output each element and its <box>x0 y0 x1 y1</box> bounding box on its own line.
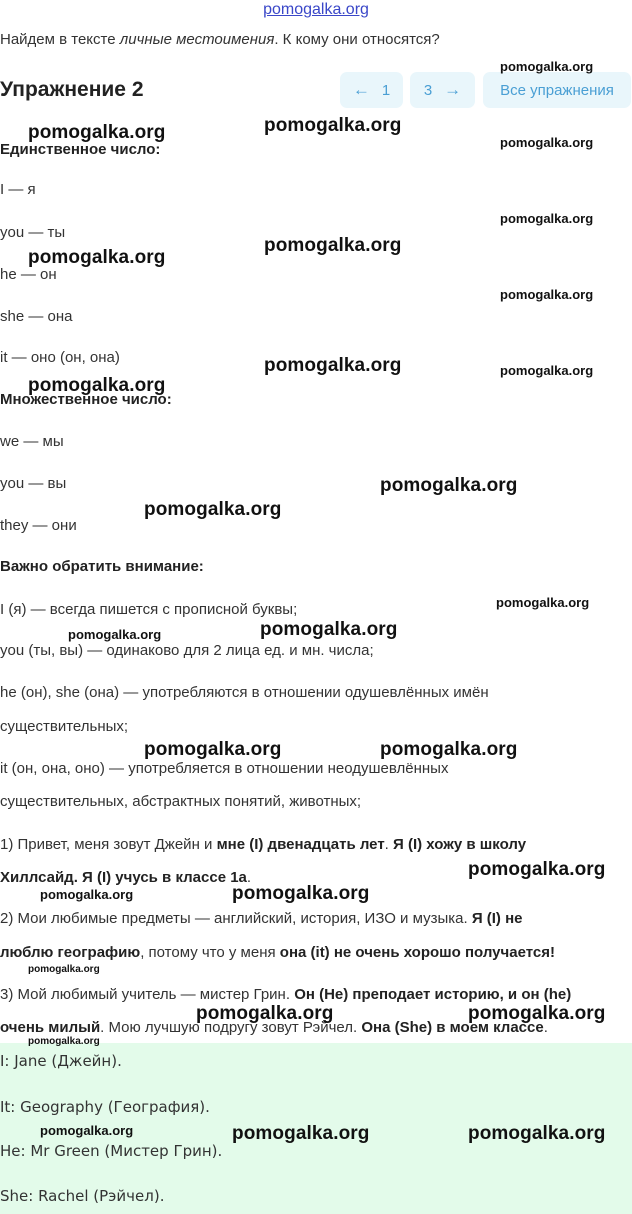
watermark: pomogalka.org <box>144 739 282 760</box>
answer-line: He: Mr Green (Мистер Грин). <box>0 1142 223 1160</box>
notes-heading: Важно обратить внимание: <box>0 558 204 575</box>
watermark: pomogalka.org <box>500 211 594 226</box>
text-span: . Мою лучшую подругу зовут Рэйчел. <box>100 1019 362 1036</box>
text-paragraph-2-line-2 <box>0 944 555 961</box>
watermark: pomogalka.org <box>196 1003 334 1024</box>
highlight-span: Я (I) хожу в школу <box>393 836 527 853</box>
singular-heading: Единственное число: <box>0 141 161 158</box>
text-paragraph-2-line-1 <box>0 910 523 927</box>
all-exercises-label: Все упражнения <box>500 81 614 99</box>
list-item: he — он <box>0 266 57 283</box>
watermark: pomogalka.org <box>28 122 166 143</box>
note-line: I (я) — всегда пишется с прописной буквы; <box>0 601 298 618</box>
all-exercises-button[interactable] <box>483 72 631 108</box>
watermark: pomogalka.org <box>500 135 594 150</box>
text-paragraph-1-line-2 <box>0 869 251 886</box>
next-exercise-button[interactable] <box>410 72 475 108</box>
watermark-top-link[interactable]: pomogalka.org <box>263 1 369 18</box>
watermark: pomogalka.org <box>40 887 134 902</box>
watermark: pomogalka.org <box>380 475 518 496</box>
watermark: pomogalka.org <box>232 883 370 904</box>
text-paragraph-1-line-1 <box>0 836 526 853</box>
text-span: 1) Привет, меня зовут Джейн и <box>0 836 217 853</box>
watermark: pomogalka.org <box>468 859 606 880</box>
watermark: pomogalka.org <box>28 1036 100 1047</box>
text-span: . <box>384 836 394 853</box>
list-item: we — мы <box>0 433 64 450</box>
prev-exercise-button[interactable] <box>340 72 403 108</box>
note-line: he (он), she (она) — употребляются в отношении одушевлённых имён <box>0 684 489 701</box>
list-item: they — они <box>0 517 77 534</box>
watermark: pomogalka.org <box>40 1123 134 1138</box>
list-item: you — ты <box>0 224 66 241</box>
highlight-span: она (it) не очень хорошо получается! <box>279 944 555 961</box>
watermark: pomogalka.org <box>260 619 398 640</box>
list-item: you — вы <box>0 475 67 492</box>
watermark: pomogalka.org <box>500 287 594 302</box>
highlight-span: Я (I) не <box>471 910 523 927</box>
watermark: pomogalka.org <box>232 1123 370 1144</box>
answer-line: She: Rachel (Рэйчел). <box>0 1187 165 1205</box>
highlight-span: Она (She) в моем классе <box>361 1019 544 1036</box>
text-span: . <box>543 1019 548 1036</box>
highlight-span: Он (He) преподает историю, и он (he) <box>294 986 572 1003</box>
highlight-span: люблю географию <box>0 944 141 961</box>
watermark: pomogalka.org <box>380 739 518 760</box>
watermark: pomogalka.org <box>28 964 100 975</box>
text-paragraph-3-line-1 <box>0 986 571 1003</box>
text-span: , потому что у меня <box>140 944 280 961</box>
note-line: it (он, она, оно) — употребляется в отношении неодушевлённых <box>0 760 449 777</box>
list-item: I — я <box>0 181 36 198</box>
next-exercise-label: 3 <box>423 81 433 99</box>
highlight-span: очень милый <box>0 1019 101 1036</box>
arrow-left-icon: ← <box>352 80 370 99</box>
watermark: pomogalka.org <box>28 247 166 268</box>
answer-line: I: Jane (Джейн). <box>0 1052 122 1070</box>
list-item: she — она <box>0 308 73 325</box>
intro-text: Найдем в тексте <box>0 31 120 48</box>
note-line: существительных, абстрактных понятий, животных; <box>0 793 362 810</box>
intro-text-end: . К кому они относятся? <box>274 31 440 48</box>
text-span: 2) Мои любимые предметы — английский, история, ИЗО и музыка. <box>0 910 472 927</box>
answer-line: It: Geography (География). <box>0 1098 210 1116</box>
arrow-right-icon: → <box>444 80 462 99</box>
watermark: pomogalka.org <box>496 595 590 610</box>
plural-heading: Множественное число: <box>0 391 172 408</box>
watermark: pomogalka.org <box>500 363 594 378</box>
watermark: pomogalka.org <box>28 375 166 396</box>
highlight-span: мне (I) двенадцать лет <box>216 836 385 853</box>
intro-emphasis: личные местоимения <box>119 31 275 48</box>
watermark: pomogalka.org <box>500 59 594 74</box>
note-line: you (ты, вы) — одинаково для 2 лица ед. и мн. числа; <box>0 642 374 659</box>
watermark: pomogalka.org <box>264 355 402 376</box>
task-intro <box>0 31 440 48</box>
watermark: pomogalka.org <box>264 115 402 136</box>
watermark: pomogalka.org <box>468 1003 606 1024</box>
watermark: pomogalka.org <box>264 235 402 256</box>
highlight-span: Хиллсайд. Я (I) учусь в классе 1a <box>0 869 247 886</box>
watermark: pomogalka.org <box>68 627 162 642</box>
text-span: . <box>246 869 252 886</box>
prev-exercise-label: 1 <box>381 81 391 99</box>
note-line: существительных; <box>0 718 129 735</box>
exercise-title: Упражнение 2 <box>0 78 144 101</box>
list-item: it — оно (он, она) <box>0 349 120 366</box>
watermark: pomogalka.org <box>468 1123 606 1144</box>
watermark: pomogalka.org <box>144 499 282 520</box>
text-span: 3) Мой любимый учитель — мистер Грин. <box>0 986 295 1003</box>
